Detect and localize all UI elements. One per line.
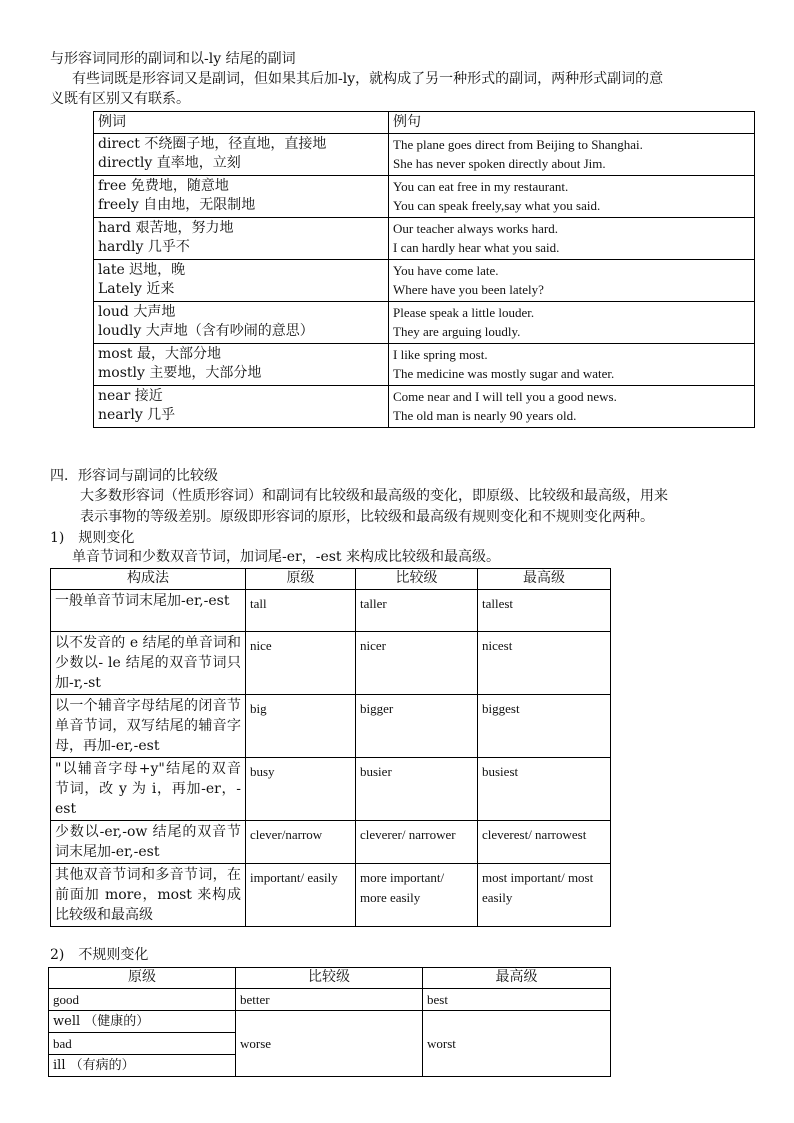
comparative-cell: taller [356,590,478,632]
example-sentence: Where have you been lately? [393,282,544,297]
table-row [51,864,611,927]
base-form-cell: important/ easily [246,864,356,927]
example-word-cell [94,134,389,176]
base-form-cell: ill （有病的） [49,1055,236,1077]
base-form-cell: well （健康的） [49,1011,236,1033]
comparative-cell: bigger [356,695,478,758]
example-sentence: Come near and I will tell you a good news. [393,389,617,404]
header-cell: 构成法 [51,569,246,590]
formation-rule-cell: 一般单音节词末尾加-er,-est [51,590,246,632]
table-row [51,758,611,821]
base-form-cell: busy [246,758,356,821]
example-sentence-cell [389,176,755,218]
base-form-cell: nice [246,632,356,695]
formation-rule-cell: 以不发音的 e 结尾的单音词和少数以- le 结尾的双音节词只加-r,-st [51,632,246,695]
superlative-cell: best [423,989,611,1011]
comparative-cell: cleverer/ narrower [356,821,478,864]
example-sentence-cell [389,134,755,176]
example-sentence: She has never spoken directly about Jim. [393,156,606,171]
table-header-row [49,968,611,989]
section-heading: 四．形容词与副词的比较级 [50,468,218,484]
example-word: near 接近 [98,388,163,404]
example-word-cell [94,344,389,386]
example-sentence: You have come late. [393,263,499,278]
header-cell: 最高级 [478,569,611,590]
example-word: mostly 主要地，大部分地 [98,365,262,381]
header-cell: 原级 [49,968,236,989]
comparative-cell: more important/ more easily [356,864,478,927]
example-sentence-cell [389,260,755,302]
superlative-cell: cleverest/ narrowest [478,821,611,864]
base-form-cell: clever/narrow [246,821,356,864]
table-row [49,989,611,1011]
example-sentence-cell [389,386,755,428]
example-word: loudly 大声地（含有吵闹的意思） [98,323,314,339]
example-word: late 迟地，晚 [98,262,186,278]
example-sentence-cell [389,302,755,344]
adverb-examples-table [93,111,755,428]
example-sentence: I can hardly hear what you said. [393,240,560,255]
example-word-cell [94,302,389,344]
example-sentence: You can eat free in my restaurant. [393,179,569,194]
formation-rule-cell: 其他双音节词和多音节词，在前面加 more，most 来构成比较级和最高级 [51,864,246,927]
header-cell: 例词 [94,112,389,134]
example-sentence-cell [389,218,755,260]
formation-rule-cell: 少数以-er,-ow 结尾的双音节词末尾加-er,-est [51,821,246,864]
table-header-row [51,569,611,590]
example-word: nearly 几乎 [98,407,176,423]
example-sentence-cell [389,344,755,386]
example-word: Lately 近来 [98,281,175,297]
table-row [49,1011,611,1033]
example-word-cell [94,176,389,218]
body-paragraph-line: 表示事物的等级差别。原级即形容词的原形，比较级和最高级有规则变化和不规则变化两种。 [80,509,654,525]
table-row [94,386,755,428]
table-row [51,821,611,864]
example-word: freely 自由地，无限制地 [98,197,256,213]
superlative-cell: busiest [478,758,611,821]
section-heading: 与形容词同形的副词和以-ly 结尾的副词 [50,51,296,67]
example-sentence: They are arguing loudly. [393,324,521,339]
table-row [94,176,755,218]
example-word: free 免费地，随意地 [98,178,229,194]
example-sentence: The medicine was mostly sugar and water. [393,366,615,381]
example-sentence: The old man is nearly 90 years old. [393,408,577,423]
header-cell: 比较级 [236,968,423,989]
body-paragraph-line: 大多数形容词（性质形容词）和副词有比较级和最高级的变化，即原级、比较级和最高级，用来 [80,488,668,504]
table-header-row [94,112,755,134]
intro-paragraph-line: 义既有区别又有联系。 [50,91,190,107]
formation-rule-cell: "以辅音字母+y"结尾的双音节词，改 y 为 i，再加-er，-est [51,758,246,821]
subsection-intro: 单音节词和少数双音节词，加词尾-er，-est 来构成比较级和最高级。 [72,549,500,565]
comparative-cell: nicer [356,632,478,695]
example-word: most 最，大部分地 [98,346,221,362]
example-word: directly 直率地，立刻 [98,155,241,171]
base-form-cell: tall [246,590,356,632]
header-cell: 最高级 [423,968,611,989]
header-cell: 比较级 [356,569,478,590]
base-form-cell: big [246,695,356,758]
example-sentence: I like spring most. [393,347,488,362]
superlative-cell: tallest [478,590,611,632]
intro-paragraph-line: 有些词既是形容词又是副词，但如果其后加-ly，就构成了另一种形式的副词，两种形式副词的意 [72,71,664,87]
comparative-cell: busier [356,758,478,821]
example-sentence: You can speak freely,say what you said. [393,198,601,213]
example-word-cell [94,218,389,260]
table-row [94,344,755,386]
example-word-cell [94,260,389,302]
base-form-cell: good [49,989,236,1011]
regular-comparison-table [50,568,611,927]
example-sentence: Our teacher always works hard. [393,221,558,236]
superlative-cell: most important/ most easily [478,864,611,927]
table-row [94,134,755,176]
formation-rule-cell: 以一个辅音字母结尾的闭音节单音节词，双写结尾的辅音字母，再加-er,-est [51,695,246,758]
header-cell: 原级 [246,569,356,590]
superlative-cell: worst [423,1011,611,1077]
superlative-cell: biggest [478,695,611,758]
base-form-cell: bad [49,1033,236,1055]
example-sentence: The plane goes direct from Beijing to Shanghai. [393,137,643,152]
irregular-comparison-table [48,967,611,1077]
table-row [51,590,611,632]
subsection-heading: 2) 不规则变化 [50,947,149,963]
subsection-heading: 1) 规则变化 [50,530,135,546]
table-row [51,632,611,695]
header-cell: 例句 [389,112,755,134]
example-word-cell [94,386,389,428]
table-row [94,218,755,260]
example-word: hardly 几乎不 [98,239,190,255]
comparative-cell: worse [236,1011,423,1077]
comparative-cell: better [236,989,423,1011]
example-word: hard 艰苦地，努力地 [98,220,234,236]
example-word: loud 大声地 [98,304,176,320]
table-row [51,695,611,758]
superlative-cell: nicest [478,632,611,695]
example-word: direct 不绕圈子地，径直地，直接地 [98,136,327,152]
table-row [94,260,755,302]
table-row [94,302,755,344]
example-sentence: Please speak a little louder. [393,305,535,320]
